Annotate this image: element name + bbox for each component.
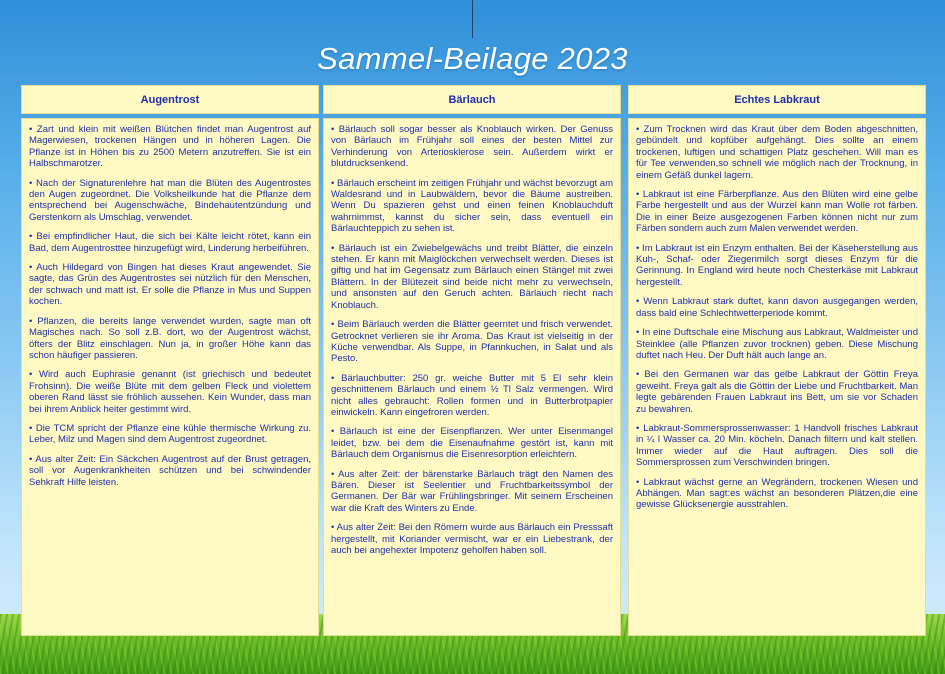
paragraph: • Aus alter Zeit: Bei den Römern wurde aus Bärlauch ein Presssaft hergestellt, mit Koriander vermischt, war er ein Liebestrank, der auch bei angehexter Impotenz geholfen haben soll. — [331, 522, 613, 556]
column-body — [21, 118, 319, 636]
paragraph: • Pflanzen, die bereits lange verwendet wurden, sagte man oft Magisches nach. So soll z.B. dort, wo der Augentrost wächst, öfters der Blitz einschlagen. Nun ja, in großer Höhe kann das schon häufiger passieren. — [29, 315, 311, 361]
paragraph: • Im Labkraut ist ein Enzym enthalten. Bei der Käseherstellung aus Kuh-, Schaf- oder Ziegenmilch sorgt dieses Enzym für die Gerinnung. In England wird heute noch Chesterkäse mit Labkraut hergestellt. — [636, 242, 918, 288]
paragraph: • Bärlauch erscheint im zeitigen Frühjahr und wächst bevorzugt am Waldesrand und in Laubwäldern, bevor die Bäume austreiben. Wenn Du spazieren gehst und einen feinen Knoblauchduft wahrnimmst, kannst du sicher sein, dass eventuell ein Bärlauchteppich zu sehen ist. — [331, 177, 613, 235]
paragraph: • Aus alter Zeit: Ein Säckchen Augentrost auf der Brust getragen, soll vor Augenkrankheiten schützen und bei schwindender Sehkraft Hilfe leisten. — [29, 453, 311, 488]
column-echtes-labkraut — [628, 85, 926, 636]
paragraph: • Auch Hildegard von Bingen hat dieses Kraut angewendet. Sie sagte, das Grün des Augentrostes sei nützlich für den Menschen, der schwach und matt ist. Er solle die Pflanze in Mus und Suppen kochen. — [29, 262, 311, 308]
paragraph: • Bärlauch soll sogar besser als Knoblauch wirken. Der Genuss von Bärlauch im Frühjahr soll eines der besten Mittel zur Verhinderung von Arteriosklerose sein. Außerdem wirkt er blutdrucksenkend. — [331, 124, 613, 170]
column-body — [628, 118, 926, 636]
paragraph: • Zart und klein mit weißen Blütchen findet man Augentrost auf Magerwiesen, trockenen Hängen und in höheren Lagen. Die Pflanze ist in Höhen bis zu 2500 Metern anzutreffen. Sie ist ein Halbschmarotzer. — [29, 124, 311, 170]
paragraph: • In eine Duftschale eine Mischung aus Labkraut, Waldmeister und Steinklee (alle Pflanzen zuvor trocknen) geben. Diese Mischung duftet nach Heu. Der Duft hält auch lange an. — [636, 327, 918, 361]
paragraph: • Labkraut-Sommersprossenwasser: 1 Handvoll frisches Labkraut in ¼ l Wasser ca. 20 Min. köcheln. Danach filtern und kalt stellen. Immer wieder auf die Haut auftragen. Dies soll die Sommersprossen zum Verschwinden bringen. — [636, 422, 918, 469]
paragraph: • Beim Bärlauch werden die Blätter geerntet und frisch verwendet. Getrocknet verlieren sie ihr Aroma. Das Kraut ist vielseitig in der Küche verwendbar. Als Suppe, in Pfannkuchen, in Salat und als Pesto. — [331, 319, 613, 365]
column-heading: Echtes Labkraut — [628, 85, 926, 114]
paragraph: • Wenn Labkraut stark duftet, kann davon ausgegangen werden, dass bald eine Schlechtwetterperiode kommt. — [636, 296, 918, 319]
column-baerlauch — [323, 85, 621, 636]
paragraph: • Bei den Germanen war das gelbe Labkraut der Göttin Freya geweiht. Freya galt als die Göttin der Liebe und Fruchtbarkeit. Man legte gebärenden Frauen Labkraut ins Bett, um sie vor Schaden zu bewahren. — [636, 369, 918, 415]
paragraph: • Die TCM spricht der Pflanze eine kühle thermische Wirkung zu. Leber, Milz und Magen sind dem Augentrost zugeordnet. — [29, 422, 311, 446]
page-title: Sammel-Beilage 2023 — [317, 41, 628, 76]
fold-line — [472, 0, 473, 38]
column-heading: Augentrost — [21, 85, 319, 114]
paragraph: • Bei empfindlicher Haut, die sich bei Kälte leicht rötet, kann ein Bad, dem Augentrosttee hinzugefügt wird, Linderung herbeiführen. — [29, 231, 311, 254]
paragraph: • Aus alter Zeit: der bärenstarke Bärlauch trägt den Namen des Bären. Dieser ist Seelentier und Fruchtbarkeitssymbol der Germanen. Der Bär war Frühlingsbringer. Mit seinem Erscheinen war die Kraft des Winters zu Ende. — [331, 468, 613, 514]
paragraph: • Nach der Signaturenlehre hat man die Blüten des Augentrostes den Augen zugeordnet. Die Volksheilkunde hat die Pflanze dem entsprechend bei Augenschwäche, Bindehautentzündung und Gerstenkorn als Umschlag, verwendet. — [29, 177, 311, 223]
paragraph: • Wird auch Euphrasie genannt (ist griechisch und bedeutet Frohsinn). Die weiße Blüte mit dem gelben Fleck und violettem oberen Rand lässt sie fröhlich aussehen. Kein Wunder, dass man bei ihrem Anblick heiter gestimmt wird. — [29, 369, 311, 415]
paragraph: • Zum Trocknen wird das Kraut über dem Boden abgeschnitten, gebündelt und kopfüber aufgehängt. Dies sollte an einem trockenen, luftigen und schattigen Platz geschehen. Will man es für Tee verwenden,so schnell wie möglich nach der Trocknung, in einem Gefäß dunkel lagern. — [636, 124, 918, 181]
paragraph: • Bärlauch ist eine der Eisenpflanzen. Wer unter Eisenmangel leidet, bzw. bei dem die Eisenaufnahme gestört ist, kann mit Bärlauch dem Organismus die Eisenresorption erleichtern. — [331, 426, 613, 461]
column-augentrost — [21, 85, 319, 636]
column-heading: Bärlauch — [323, 85, 621, 114]
paragraph: • Bärlauchbutter: 250 gr. weiche Butter mit 5 El sehr klein geschnittenem Bärlauch und einem ½ Tl Salz vermengen. Wird nicht alles gebraucht: Rollen formen und in Butterbrotpapier einwickeln. Kann eingefroren werden. — [331, 372, 613, 418]
column-body — [323, 118, 621, 636]
paragraph: • Labkraut wächst gerne an Wegrändern, trockenen Wiesen und Abhängen. Man sagt:es wächst an besonderen Plätzen,die eine gewisse Glücksenergie ausstrahlen. — [636, 476, 918, 511]
paragraph: • Labkraut ist eine Färberpflanze. Aus den Blüten wird eine gelbe Farbe hergestellt und aus der Wurzel kann man Wolle rot färben. Die in einer Beize ausgezogenen Farben können nicht nur zum Färben sondern auch zum Malen verwendet werden. — [636, 189, 918, 235]
paragraph: • Bärlauch ist ein Zwiebelgewächs und treibt Blätter, die einzeln stehen. Er kann mit Maiglöckchen verwechselt werden. Dieses ist giftig und hat im Gegensatz zum Bärlauch einen Stängel mit zwei Blättern. In der Blütezeit sind beide nicht mehr zu verwechseln, und ansonsten auf den Geruch achten. Bärlauch riecht nach Knoblauch. — [331, 242, 613, 311]
